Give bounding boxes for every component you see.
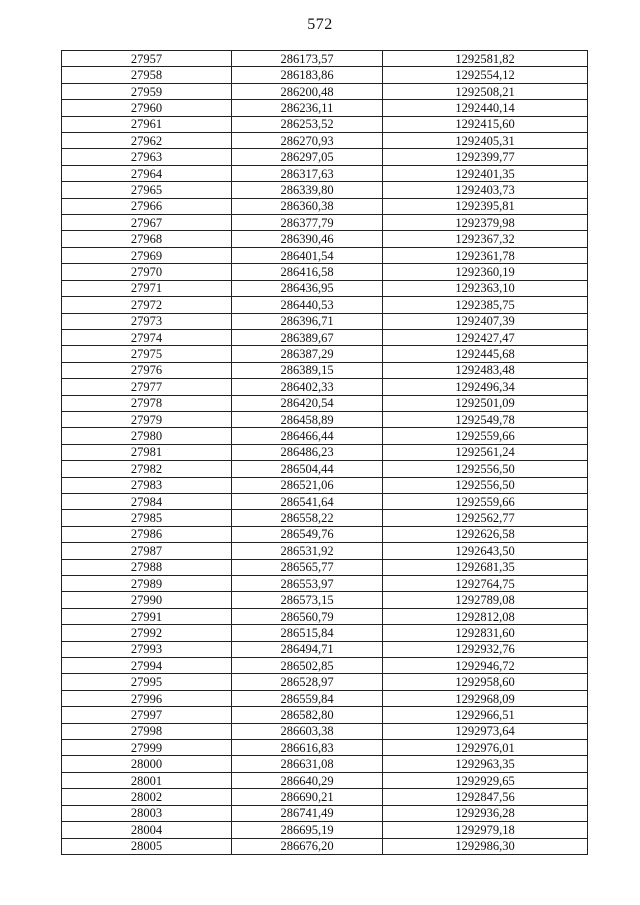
point-number-cell: 27960: [62, 100, 232, 116]
table-row: [62, 83, 588, 99]
x-coordinate-cell: 286253,52: [232, 116, 383, 132]
point-number-cell: 27959: [62, 83, 232, 99]
point-number-cell: 27963: [62, 149, 232, 165]
table-row: [62, 165, 588, 181]
x-coordinate-cell: 286558,22: [232, 510, 383, 526]
y-coordinate-cell: 1292399,77: [383, 149, 588, 165]
point-number-cell: 27990: [62, 592, 232, 608]
x-coordinate-cell: 286616,83: [232, 740, 383, 756]
table-row: [62, 149, 588, 165]
point-number-cell: 27973: [62, 313, 232, 329]
x-coordinate-cell: 286486,23: [232, 444, 383, 460]
x-coordinate-cell: 286528,97: [232, 674, 383, 690]
x-coordinate-cell: 286631,08: [232, 756, 383, 772]
table-row: [62, 576, 588, 592]
y-coordinate-cell: 1292946,72: [383, 658, 588, 674]
y-coordinate-cell: 1292986,30: [383, 838, 588, 854]
point-number-cell: 27974: [62, 329, 232, 345]
y-coordinate-cell: 1292559,66: [383, 493, 588, 509]
table-row: [62, 411, 588, 427]
x-coordinate-cell: 286416,58: [232, 264, 383, 280]
y-coordinate-cell: 1292831,60: [383, 625, 588, 641]
point-number-cell: 27991: [62, 608, 232, 624]
y-coordinate-cell: 1292812,08: [383, 608, 588, 624]
y-coordinate-cell: 1292395,81: [383, 198, 588, 214]
table-row: [62, 559, 588, 575]
point-number-cell: 27987: [62, 543, 232, 559]
y-coordinate-cell: 1292958,60: [383, 674, 588, 690]
x-coordinate-cell: 286521,06: [232, 477, 383, 493]
table-row: [62, 674, 588, 690]
x-coordinate-cell: 286377,79: [232, 215, 383, 231]
y-coordinate-cell: 1292979,18: [383, 822, 588, 838]
y-coordinate-cell: 1292361,78: [383, 247, 588, 263]
x-coordinate-cell: 286458,89: [232, 411, 383, 427]
x-coordinate-cell: 286402,33: [232, 379, 383, 395]
table-row: [62, 280, 588, 296]
y-coordinate-cell: 1292363,10: [383, 280, 588, 296]
x-coordinate-cell: 286440,53: [232, 297, 383, 313]
x-coordinate-cell: 286541,64: [232, 493, 383, 509]
table-row: [62, 51, 588, 67]
point-number-cell: 27986: [62, 526, 232, 542]
y-coordinate-cell: 1292415,60: [383, 116, 588, 132]
x-coordinate-cell: 286339,80: [232, 182, 383, 198]
table-row: [62, 772, 588, 788]
x-coordinate-cell: 286582,80: [232, 707, 383, 723]
point-number-cell: 28004: [62, 822, 232, 838]
x-coordinate-cell: 286502,85: [232, 658, 383, 674]
point-number-cell: 27993: [62, 641, 232, 657]
y-coordinate-cell: 1292764,75: [383, 576, 588, 592]
y-coordinate-cell: 1292407,39: [383, 313, 588, 329]
x-coordinate-cell: 286603,38: [232, 723, 383, 739]
point-number-cell: 27969: [62, 247, 232, 263]
table-row: [62, 477, 588, 493]
point-number-cell: 27988: [62, 559, 232, 575]
y-coordinate-cell: 1292440,14: [383, 100, 588, 116]
table-row: [62, 592, 588, 608]
table-row: [62, 346, 588, 362]
x-coordinate-cell: 286420,54: [232, 395, 383, 411]
point-number-cell: 27962: [62, 133, 232, 149]
x-coordinate-cell: 286741,49: [232, 805, 383, 821]
point-number-cell: 27999: [62, 740, 232, 756]
point-number-cell: 27967: [62, 215, 232, 231]
table-row: [62, 395, 588, 411]
x-coordinate-cell: 286504,44: [232, 461, 383, 477]
point-number-cell: 27984: [62, 493, 232, 509]
x-coordinate-cell: 286389,67: [232, 329, 383, 345]
point-number-cell: 27998: [62, 723, 232, 739]
y-coordinate-cell: 1292549,78: [383, 411, 588, 427]
point-number-cell: 27982: [62, 461, 232, 477]
table-row: [62, 789, 588, 805]
x-coordinate-cell: 286389,15: [232, 362, 383, 378]
x-coordinate-cell: 286236,11: [232, 100, 383, 116]
table-row: [62, 493, 588, 509]
y-coordinate-cell: 1292554,12: [383, 67, 588, 83]
y-coordinate-cell: 1292403,73: [383, 182, 588, 198]
x-coordinate-cell: 286560,79: [232, 608, 383, 624]
x-coordinate-cell: 286559,84: [232, 690, 383, 706]
x-coordinate-cell: 286390,46: [232, 231, 383, 247]
point-number-cell: 28003: [62, 805, 232, 821]
table-row: [62, 690, 588, 706]
table-row: [62, 116, 588, 132]
x-coordinate-cell: 286690,21: [232, 789, 383, 805]
y-coordinate-cell: 1292936,28: [383, 805, 588, 821]
table-row: [62, 723, 588, 739]
table-row: [62, 510, 588, 526]
table-row: [62, 231, 588, 247]
y-coordinate-cell: 1292401,35: [383, 165, 588, 181]
x-coordinate-cell: 286494,71: [232, 641, 383, 657]
y-coordinate-cell: 1292501,09: [383, 395, 588, 411]
point-number-cell: 27995: [62, 674, 232, 690]
y-coordinate-cell: 1292561,24: [383, 444, 588, 460]
y-coordinate-cell: 1292581,82: [383, 51, 588, 67]
y-coordinate-cell: 1292508,21: [383, 83, 588, 99]
table-row: [62, 362, 588, 378]
x-coordinate-cell: 286387,29: [232, 346, 383, 362]
table-row: [62, 740, 588, 756]
x-coordinate-cell: 286553,97: [232, 576, 383, 592]
y-coordinate-cell: 1292385,75: [383, 297, 588, 313]
table-row: [62, 526, 588, 542]
y-coordinate-cell: 1292681,35: [383, 559, 588, 575]
table-row: [62, 313, 588, 329]
x-coordinate-cell: 286360,38: [232, 198, 383, 214]
point-number-cell: 28001: [62, 772, 232, 788]
y-coordinate-cell: 1292932,76: [383, 641, 588, 657]
table-row: [62, 329, 588, 345]
point-number-cell: 27997: [62, 707, 232, 723]
table-row: [62, 247, 588, 263]
x-coordinate-cell: 286565,77: [232, 559, 383, 575]
x-coordinate-cell: 286200,48: [232, 83, 383, 99]
x-coordinate-cell: 286401,54: [232, 247, 383, 263]
y-coordinate-cell: 1292556,50: [383, 461, 588, 477]
table-row: [62, 608, 588, 624]
x-coordinate-cell: 286549,76: [232, 526, 383, 542]
table-row: [62, 428, 588, 444]
x-coordinate-cell: 286515,84: [232, 625, 383, 641]
y-coordinate-cell: 1292360,19: [383, 264, 588, 280]
point-number-cell: 27957: [62, 51, 232, 67]
point-number-cell: 27977: [62, 379, 232, 395]
y-coordinate-cell: 1292559,66: [383, 428, 588, 444]
table-row: [62, 822, 588, 838]
point-number-cell: 27985: [62, 510, 232, 526]
y-coordinate-cell: 1292405,31: [383, 133, 588, 149]
table-row: [62, 133, 588, 149]
table-row: [62, 215, 588, 231]
x-coordinate-cell: 286695,19: [232, 822, 383, 838]
y-coordinate-cell: 1292973,64: [383, 723, 588, 739]
y-coordinate-cell: 1292483,48: [383, 362, 588, 378]
point-number-cell: 27961: [62, 116, 232, 132]
point-number-cell: 27992: [62, 625, 232, 641]
y-coordinate-cell: 1292976,01: [383, 740, 588, 756]
table-row: [62, 756, 588, 772]
point-number-cell: 27971: [62, 280, 232, 296]
y-coordinate-cell: 1292966,51: [383, 707, 588, 723]
x-coordinate-cell: 286317,63: [232, 165, 383, 181]
table-row: [62, 444, 588, 460]
point-number-cell: 27976: [62, 362, 232, 378]
y-coordinate-cell: 1292445,68: [383, 346, 588, 362]
table-row: [62, 379, 588, 395]
y-coordinate-cell: 1292427,47: [383, 329, 588, 345]
table-row: [62, 182, 588, 198]
x-coordinate-cell: 286173,57: [232, 51, 383, 67]
y-coordinate-cell: 1292556,50: [383, 477, 588, 493]
point-number-cell: 27980: [62, 428, 232, 444]
table-row: [62, 805, 588, 821]
point-number-cell: 28005: [62, 838, 232, 854]
table-row: [62, 297, 588, 313]
point-number-cell: 27979: [62, 411, 232, 427]
y-coordinate-cell: 1292789,08: [383, 592, 588, 608]
point-number-cell: 27970: [62, 264, 232, 280]
x-coordinate-cell: 286183,86: [232, 67, 383, 83]
page-number: 572: [307, 16, 333, 33]
table-row: [62, 264, 588, 280]
y-coordinate-cell: 1292379,98: [383, 215, 588, 231]
point-number-cell: 27981: [62, 444, 232, 460]
point-number-cell: 27996: [62, 690, 232, 706]
y-coordinate-cell: 1292367,32: [383, 231, 588, 247]
table-row: [62, 67, 588, 83]
y-coordinate-cell: 1292968,09: [383, 690, 588, 706]
x-coordinate-cell: 286573,15: [232, 592, 383, 608]
x-coordinate-cell: 286396,71: [232, 313, 383, 329]
x-coordinate-cell: 286466,44: [232, 428, 383, 444]
y-coordinate-cell: 1292847,56: [383, 789, 588, 805]
point-number-cell: 27989: [62, 576, 232, 592]
x-coordinate-cell: 286436,95: [232, 280, 383, 296]
x-coordinate-cell: 286297,05: [232, 149, 383, 165]
table-row: [62, 543, 588, 559]
table-row: [62, 625, 588, 641]
coordinates-table-body: [62, 51, 588, 855]
point-number-cell: 27978: [62, 395, 232, 411]
y-coordinate-cell: 1292929,65: [383, 772, 588, 788]
point-number-cell: 27966: [62, 198, 232, 214]
point-number-cell: 27958: [62, 67, 232, 83]
table-row: [62, 100, 588, 116]
y-coordinate-cell: 1292496,34: [383, 379, 588, 395]
point-number-cell: 27965: [62, 182, 232, 198]
x-coordinate-cell: 286640,29: [232, 772, 383, 788]
point-number-cell: 27964: [62, 165, 232, 181]
point-number-cell: 28000: [62, 756, 232, 772]
table-row: [62, 198, 588, 214]
point-number-cell: 27972: [62, 297, 232, 313]
point-number-cell: 28002: [62, 789, 232, 805]
coordinates-table: [61, 50, 588, 855]
y-coordinate-cell: 1292626,58: [383, 526, 588, 542]
y-coordinate-cell: 1292643,50: [383, 543, 588, 559]
table-row: [62, 658, 588, 674]
table-row: [62, 461, 588, 477]
x-coordinate-cell: 286676,20: [232, 838, 383, 854]
x-coordinate-cell: 286270,93: [232, 133, 383, 149]
table-row: [62, 707, 588, 723]
point-number-cell: 27968: [62, 231, 232, 247]
point-number-cell: 27983: [62, 477, 232, 493]
point-number-cell: 27975: [62, 346, 232, 362]
table-row: [62, 838, 588, 854]
y-coordinate-cell: 1292562,77: [383, 510, 588, 526]
table-row: [62, 641, 588, 657]
y-coordinate-cell: 1292963,35: [383, 756, 588, 772]
x-coordinate-cell: 286531,92: [232, 543, 383, 559]
point-number-cell: 27994: [62, 658, 232, 674]
